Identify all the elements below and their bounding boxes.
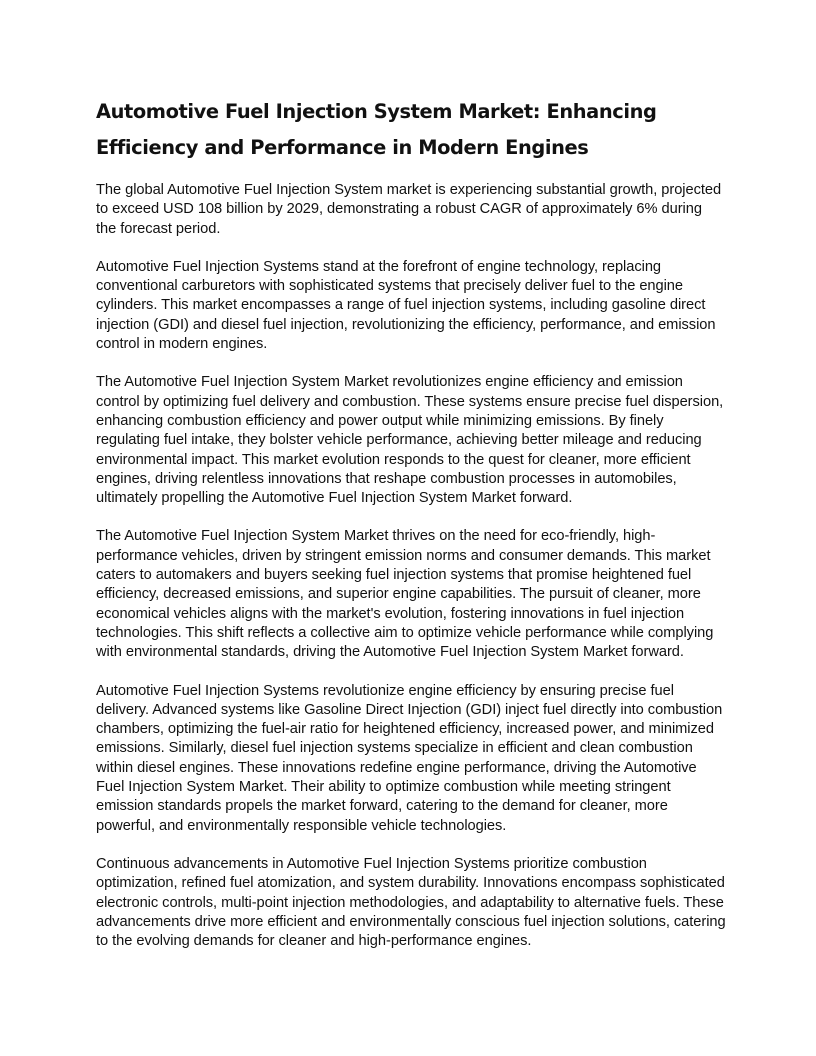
document-body — [96, 181, 726, 970]
paragraph-advancements: Continuous advancements in Automotive Fuel Injection Systems prioritize combustion optimization, refined fuel atomization, and system durability. Innovations encompass sophisticated electronic controls, multi-point injection methodologies, and adaptability to alternative fuels. These advancements drive more efficient and environmentally conscious fuel injection solutions, catering to the evolving demands for cleaner and high-performance engines. — [96, 855, 726, 950]
document-title: Automotive Fuel Injection System Market: Enhancing Efficiency and Performance in Modern Engines — [96, 100, 657, 159]
paragraph-efficiency-emission-control: The Automotive Fuel Injection System Market revolutionizes engine efficiency and emission control by optimizing fuel delivery and combustion. These systems ensure precise fuel dispersion, enhancing combustion efficiency and power output while minimizing emissions. By finely regulating fuel intake, they bolster vehicle performance, achieving better mileage and reducing environmental impact. This market evolution responds to the quest for cleaner, more efficient engines, driving relentless innovations that reshape combustion processes in automobiles, ultimately propelling the Automotive Fuel Injection System Market forward. — [96, 374, 724, 507]
paragraph-system-introduction: Automotive Fuel Injection Systems stand at the forefront of engine technology, replacing conventional carburetors with sophisticated systems that precisely deliver fuel to the engine cylinders. This market encompasses a range of fuel injection systems, including gasoline direct injection (GDI) and diesel fuel injection, revolutionizing the efficiency, performance, and emission control in modern engines. — [96, 258, 716, 353]
paragraph-gdi-diesel-systems: Automotive Fuel Injection Systems revolutionize engine efficiency by ensuring precise fuel delivery. Advanced systems like Gasoline Direct Injection (GDI) inject fuel directly into combustion chambers, optimizing the fuel-air ratio for heightened efficiency, increased power, and minimized emissions. Similarly, diesel fuel injection systems specialize in efficient and clean combustion within diesel engines. These innovations redefine engine performance, driving the Automotive Fuel Injection System Market. Their ability to optimize combustion while meeting stringent emission standards propels the market forward, catering to the demand for cleaner, more powerful, and environmentally responsible vehicle technologies. — [96, 682, 723, 834]
paragraph-market-drivers: The Automotive Fuel Injection System Market thrives on the need for eco-friendly, high-performance vehicles, driven by stringent emission norms and consumer demands. This market caters to automakers and buyers seeking fuel injection systems that promise heightened fuel efficiency, decreased emissions, and superior engine capabilities. The pursuit of cleaner, more economical vehicles aligns with the market's evolution, fostering innovations in fuel injection technologies. This shift reflects a collective aim to optimize vehicle performance while complying with environmental standards, driving the Automotive Fuel Injection System Market forward. — [96, 528, 714, 661]
paragraph-market-overview: The global Automotive Fuel Injection System market is experiencing substantial growth, projected to exceed USD 108 billion by 2029, demonstrating a robust CAGR of approximately 6% during the forecast period. — [96, 182, 722, 237]
